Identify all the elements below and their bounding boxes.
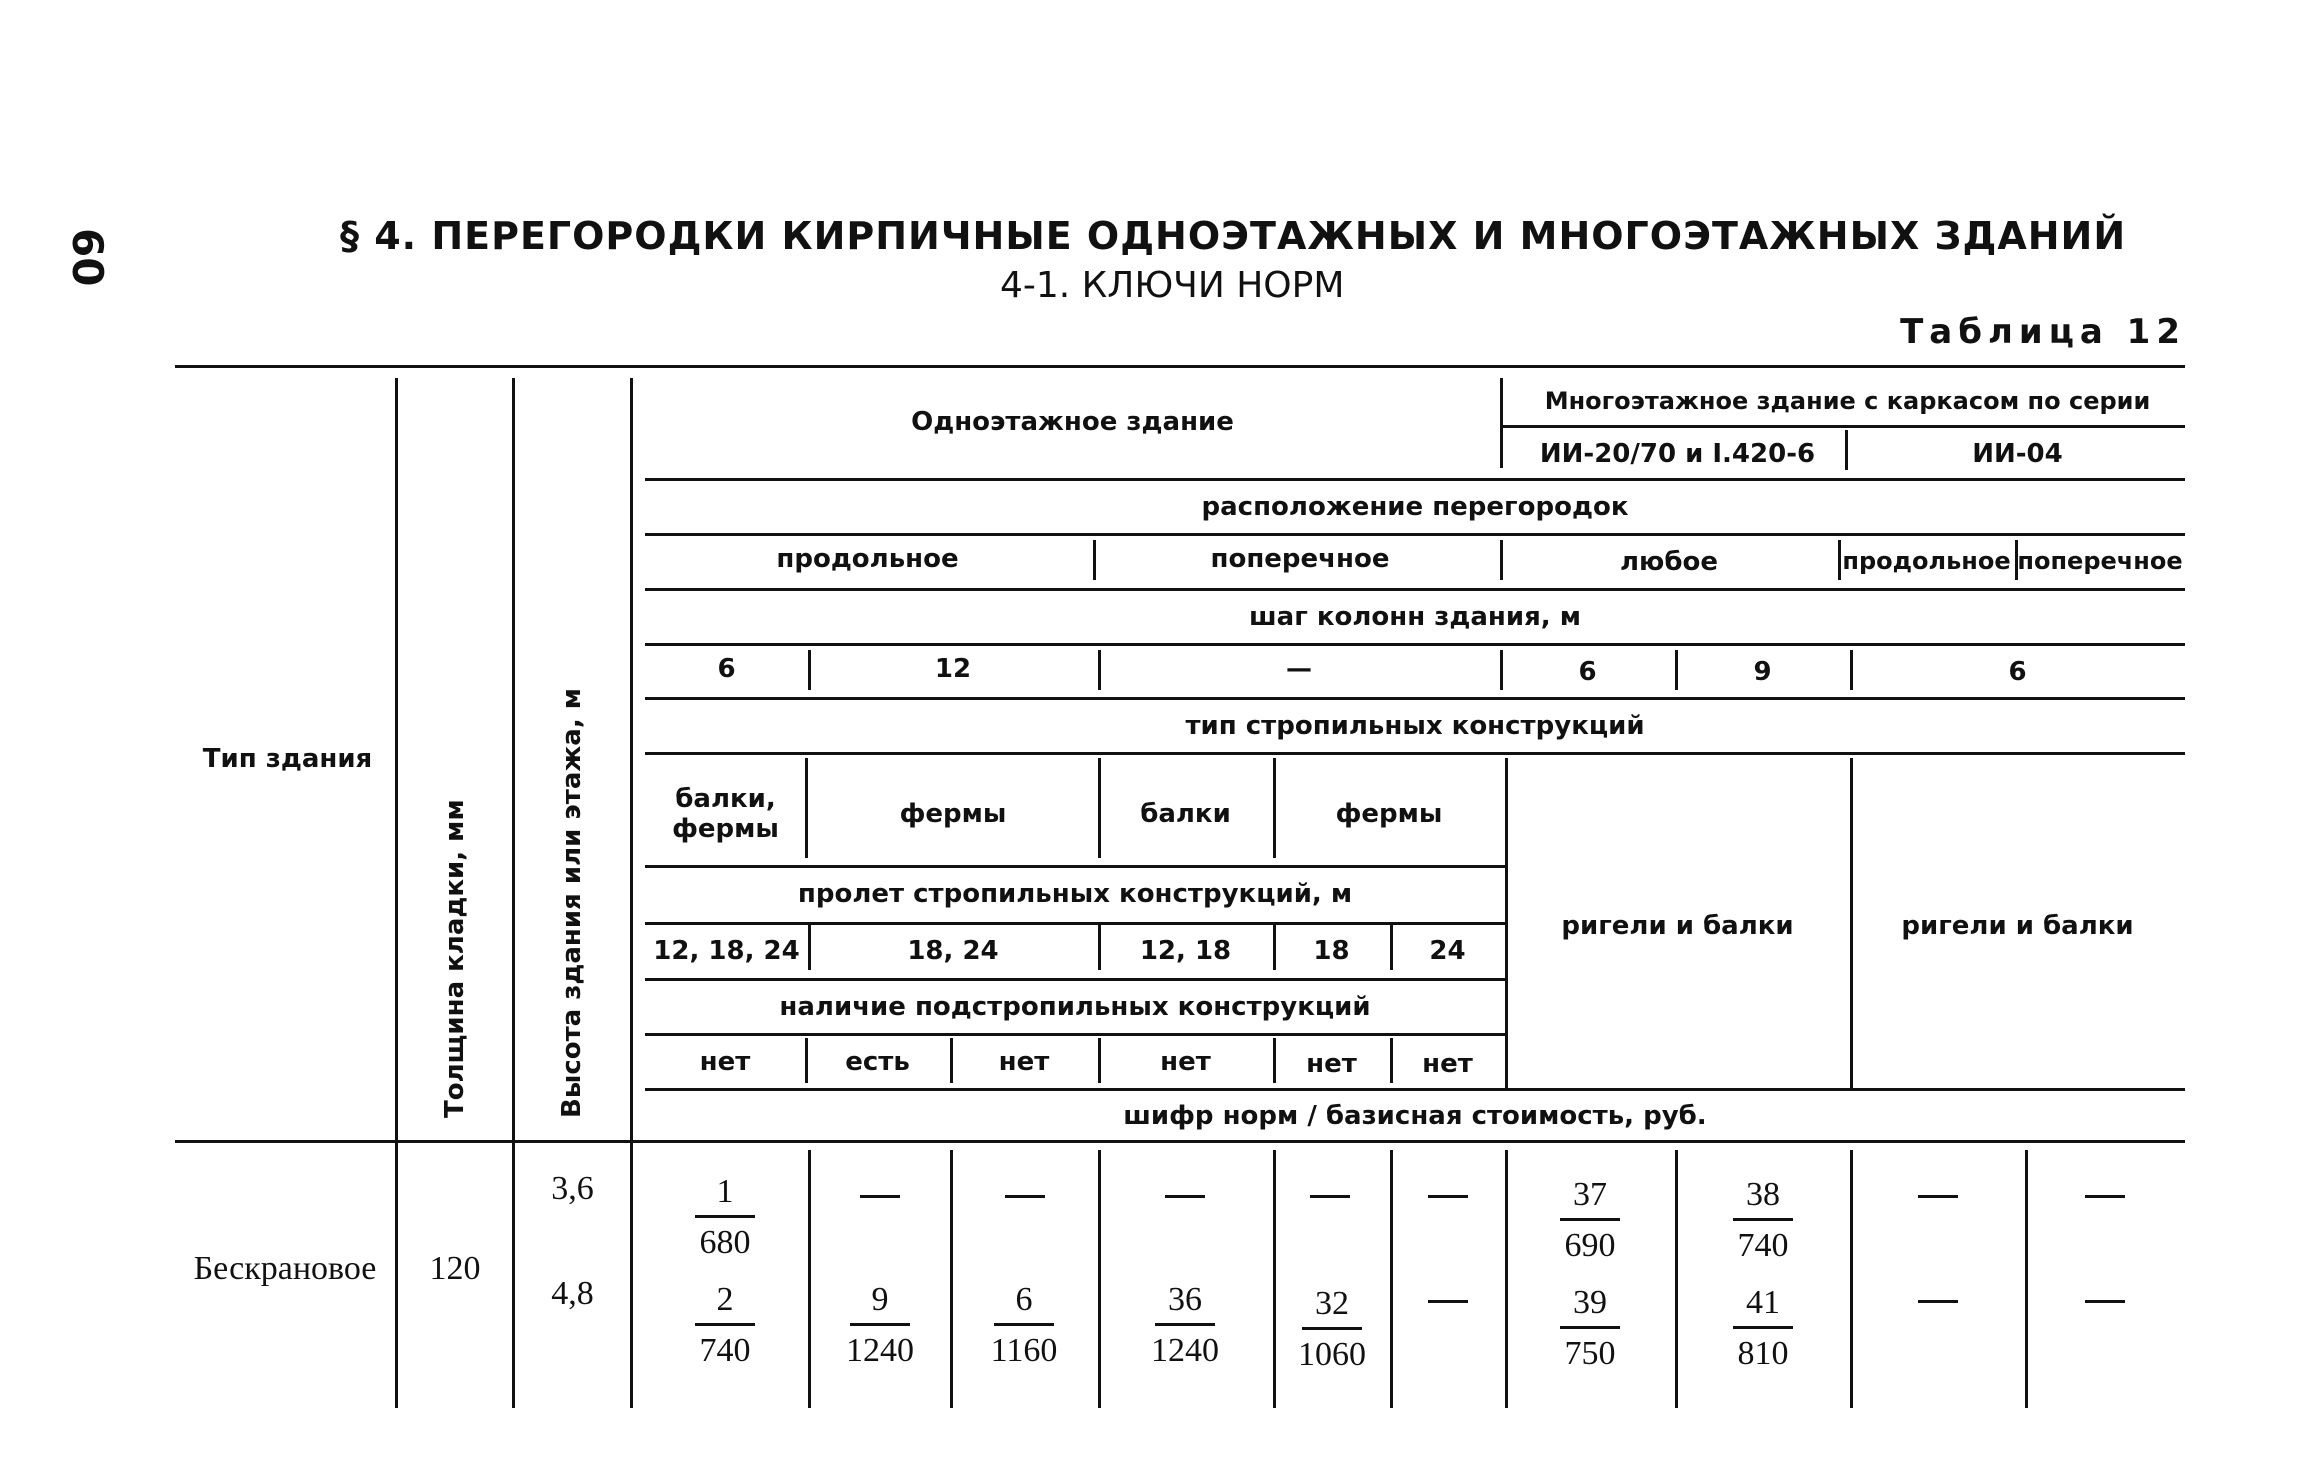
body-col-rule — [950, 1150, 953, 1408]
header-sub-6: нет — [1422, 1049, 1473, 1079]
norm-code: 1 — [695, 1175, 755, 1218]
norm-code: 38 — [1733, 1178, 1793, 1221]
row-height-2: 4,8 — [551, 1275, 594, 1312]
row-height-1: 3,6 — [551, 1170, 594, 1207]
base-cost: 1060 — [1298, 1336, 1366, 1373]
header-sub-3: нет — [998, 1047, 1050, 1077]
cell-fraction — [1540, 1286, 1640, 1371]
cell-fraction — [1282, 1287, 1382, 1372]
cell-fraction — [1135, 1283, 1235, 1368]
body-col-rule — [1273, 1150, 1276, 1408]
header-beams-trusses: балки, фермы — [672, 784, 779, 844]
norm-code: 37 — [1560, 1178, 1620, 1221]
rule — [645, 1033, 1505, 1036]
base-cost: 680 — [699, 1224, 751, 1261]
section-subtitle: 4-1. КЛЮЧИ НОРМ — [1000, 265, 1345, 306]
base-cost: 1240 — [1151, 1332, 1219, 1369]
empty-dash — [1918, 1195, 1958, 1198]
base-cost: 810 — [1737, 1335, 1789, 1372]
header-code-cost: шифр норм / базисная стоимость, руб. — [1123, 1101, 1707, 1131]
norm-code: 36 — [1155, 1283, 1215, 1326]
col-rule — [512, 378, 515, 1408]
row-building-type: Бескрановое — [193, 1250, 377, 1287]
col-rule — [630, 378, 633, 1408]
header-longitudinal-2: продольное — [1842, 547, 2011, 575]
cell-fraction — [1713, 1178, 1813, 1263]
page-number: 60 — [63, 228, 112, 287]
empty-dash — [1428, 1195, 1468, 1198]
table-top-rule — [175, 365, 2185, 368]
header-step-6: 6 — [717, 654, 736, 684]
header-series-2: ИИ-04 — [1972, 439, 2063, 469]
rule — [645, 697, 2185, 700]
header-span-5: 24 — [1429, 936, 1466, 966]
header-height: Высота здания или этажа, м — [557, 687, 587, 1118]
header-substructures: наличие подстропильных конструкций — [779, 992, 1371, 1022]
body-col-rule — [2025, 1150, 2028, 1408]
cell-fraction — [1713, 1286, 1813, 1371]
cell-fraction — [974, 1283, 1074, 1368]
empty-dash — [2085, 1195, 2125, 1198]
header-beams: балки — [1140, 799, 1231, 829]
header-span-3: 12, 18 — [1139, 936, 1232, 966]
base-cost: 1160 — [990, 1332, 1058, 1369]
header-sub-4: нет — [1160, 1047, 1211, 1077]
norm-code: 41 — [1733, 1286, 1793, 1329]
cell-fraction — [1540, 1178, 1640, 1263]
empty-dash — [1428, 1300, 1468, 1303]
header-trusses-1: фермы — [899, 799, 1007, 829]
base-cost: 740 — [699, 1332, 751, 1369]
section-title: § 4. ПЕРЕГОРОДКИ КИРПИЧНЫЕ ОДНОЭТАЖНЫХ И МНОГОЭТАЖНЫХ ЗДАНИЙ — [340, 214, 2127, 258]
rule — [645, 752, 2185, 755]
header-step-dash: — — [1286, 654, 1312, 684]
rule — [645, 533, 2185, 536]
empty-dash — [2085, 1300, 2125, 1303]
header-any: любое — [1620, 547, 1718, 577]
header-thickness: Толщина кладки, мм — [440, 799, 470, 1118]
cell-fraction — [675, 1283, 775, 1368]
header-span-2: 18, 24 — [907, 936, 999, 966]
rule — [645, 1088, 2185, 1091]
header-rafter-type: тип стропильных конструкций — [1185, 711, 1645, 741]
header-crossbars-2: ригели и балки — [1901, 911, 2134, 941]
body-col-rule — [1390, 1150, 1393, 1408]
header-transverse: поперечное — [1210, 544, 1390, 574]
col-rule — [1500, 378, 1503, 468]
norm-code: 2 — [695, 1283, 755, 1326]
header-column-step: шаг колонн здания, м — [1249, 602, 1581, 632]
header-sub-2: есть — [845, 1047, 910, 1077]
cell-fraction — [830, 1283, 930, 1368]
header-series-1: ИИ-20/70 и I.420-6 — [1539, 439, 1816, 469]
row-thickness: 120 — [429, 1250, 481, 1287]
header-step-6c: 6 — [2008, 657, 2027, 687]
body-col-rule — [1098, 1150, 1101, 1408]
base-cost: 740 — [1737, 1227, 1789, 1264]
body-col-rule — [808, 1150, 811, 1408]
header-span-4: 18 — [1313, 936, 1350, 966]
col-rule — [1845, 430, 1848, 470]
rule — [645, 478, 2185, 481]
body-col-rule — [1505, 1150, 1508, 1408]
body-col-rule — [1675, 1150, 1678, 1408]
header-trusses-2: фермы — [1335, 799, 1443, 829]
norm-code: 6 — [994, 1283, 1054, 1326]
header-span: пролет стропильных конструкций, м — [797, 879, 1353, 909]
header-transverse-2: поперечное — [2017, 547, 2183, 575]
header-partition-layout: расположение перегородок — [1201, 492, 1629, 522]
rule — [645, 865, 1505, 868]
empty-dash — [1165, 1195, 1205, 1198]
empty-dash — [1310, 1195, 1350, 1198]
norm-code: 39 — [1560, 1286, 1620, 1329]
header-building-type: Тип здания — [202, 744, 373, 774]
header-multi-story: Многоэтажное здание с каркасом по серии — [1544, 387, 2151, 415]
rule — [645, 922, 1505, 925]
base-cost: 690 — [1564, 1227, 1616, 1264]
header-crossbars-1: ригели и балки — [1561, 911, 1794, 941]
header-sub-5: нет — [1306, 1049, 1357, 1079]
norm-code: 9 — [850, 1283, 910, 1326]
empty-dash — [1005, 1195, 1045, 1198]
rule — [1500, 425, 2185, 428]
header-step-9: 9 — [1753, 657, 1772, 687]
base-cost: 750 — [1564, 1335, 1616, 1372]
cell-fraction — [675, 1175, 775, 1260]
table-header-bottom-rule — [175, 1140, 2185, 1143]
header-one-story: Одноэтажное здание — [911, 407, 1234, 437]
rule — [645, 588, 2185, 591]
header-sub-1: нет — [699, 1047, 751, 1077]
body-col-rule — [1850, 1150, 1853, 1408]
col-rule — [1093, 540, 1096, 580]
header-step-12: 12 — [934, 654, 972, 684]
header-step-6b: 6 — [1578, 657, 1597, 687]
header-longitudinal: продольное — [776, 544, 959, 574]
table-label: Таблица 12 — [1900, 312, 2186, 352]
base-cost: 1240 — [846, 1332, 914, 1369]
rule — [645, 978, 1505, 981]
rule — [645, 643, 2185, 646]
norm-code: 32 — [1302, 1287, 1362, 1330]
empty-dash — [860, 1195, 900, 1198]
header-span-1: 12, 18, 24 — [653, 936, 800, 966]
empty-dash — [1918, 1300, 1958, 1303]
